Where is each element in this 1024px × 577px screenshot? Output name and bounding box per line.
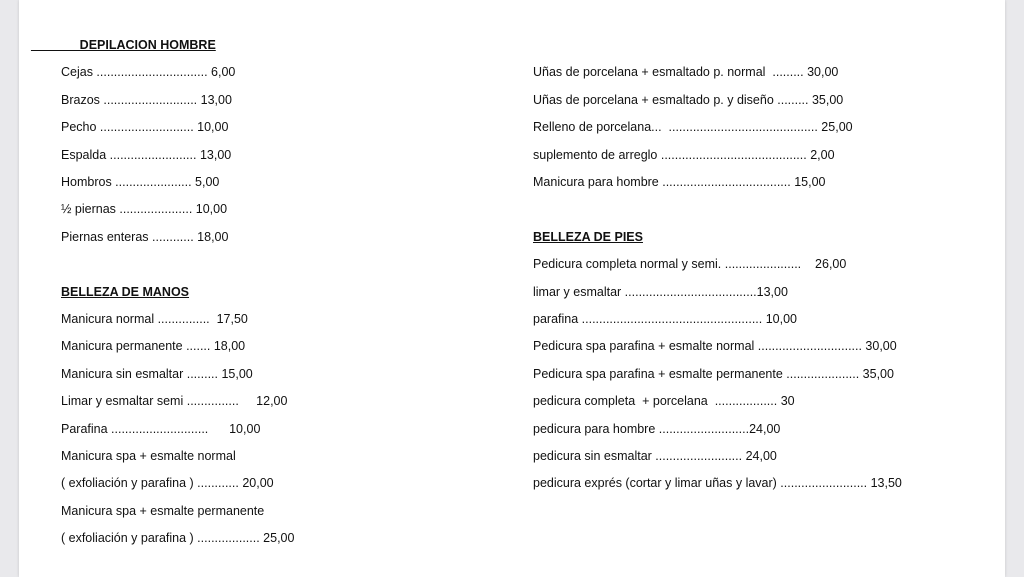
section-title-pies: BELLEZA DE PIES (533, 230, 643, 244)
price-item: ( exfoliación y parafina ) ............ 20,00 (61, 476, 274, 490)
price-item: Pedicura completa normal y semi. ...................... 26,00 (533, 257, 847, 271)
price-item: Manicura spa + esmalte permanente (61, 504, 265, 518)
section-title-depilacion: _______DEPILACION HOMBRE (31, 38, 216, 52)
price-item: Pecho ........................... 10,00 (61, 120, 229, 134)
price-item: ½ piernas ..................... 10,00 (61, 202, 228, 216)
price-item: Relleno de porcelana... ........................................... 25,00 (533, 120, 853, 134)
document-page (19, 0, 1005, 577)
price-item: suplemento de arreglo .......................................... 2,00 (533, 148, 835, 162)
price-item: Pedicura spa parafina + esmalte permanente ..................... 35,00 (533, 367, 894, 381)
price-item: Manicura normal ............... 17,50 (61, 312, 248, 326)
price-item: Brazos ........................... 13,00 (61, 93, 232, 107)
price-item: Pedicura spa parafina + esmalte normal .............................. 30,00 (533, 339, 897, 353)
price-item: ( exfoliación y parafina ) .................. 25,00 (61, 531, 295, 545)
price-item: parafina .................................................... 10,00 (533, 312, 797, 326)
price-item: Uñas de porcelana + esmaltado p. y diseño ......... 35,00 (533, 93, 844, 107)
price-item: pedicura exprés (cortar y limar uñas y lavar) ......................... 13,50 (533, 476, 902, 490)
price-item: Parafina ............................ 10,00 (61, 422, 261, 436)
price-item: Piernas enteras ............ 18,00 (61, 230, 229, 244)
price-item: Cejas ................................ 6,00 (61, 65, 236, 79)
price-item: pedicura sin esmaltar ......................... 24,00 (533, 449, 777, 463)
price-item: pedicura completa + porcelana .................. 30 (533, 394, 795, 408)
price-item: Espalda ......................... 13,00 (61, 148, 232, 162)
price-item: Uñas de porcelana + esmaltado p. normal ......... 30,00 (533, 65, 839, 79)
price-item: limar y esmaltar ......................................13,00 (533, 285, 788, 299)
price-item: Manicura spa + esmalte normal (61, 449, 236, 463)
section-title-manos: BELLEZA DE MANOS (61, 285, 190, 299)
price-item: Hombros ...................... 5,00 (61, 175, 220, 189)
price-item: Manicura para hombre ..................................... 15,00 (533, 175, 826, 189)
price-item: Limar y esmaltar semi ............... 12,00 (61, 394, 288, 408)
price-item: Manicura permanente ....... 18,00 (61, 339, 246, 353)
price-item: Manicura sin esmaltar ......... 15,00 (61, 367, 253, 381)
price-item: pedicura para hombre ..........................24,00 (533, 422, 781, 436)
